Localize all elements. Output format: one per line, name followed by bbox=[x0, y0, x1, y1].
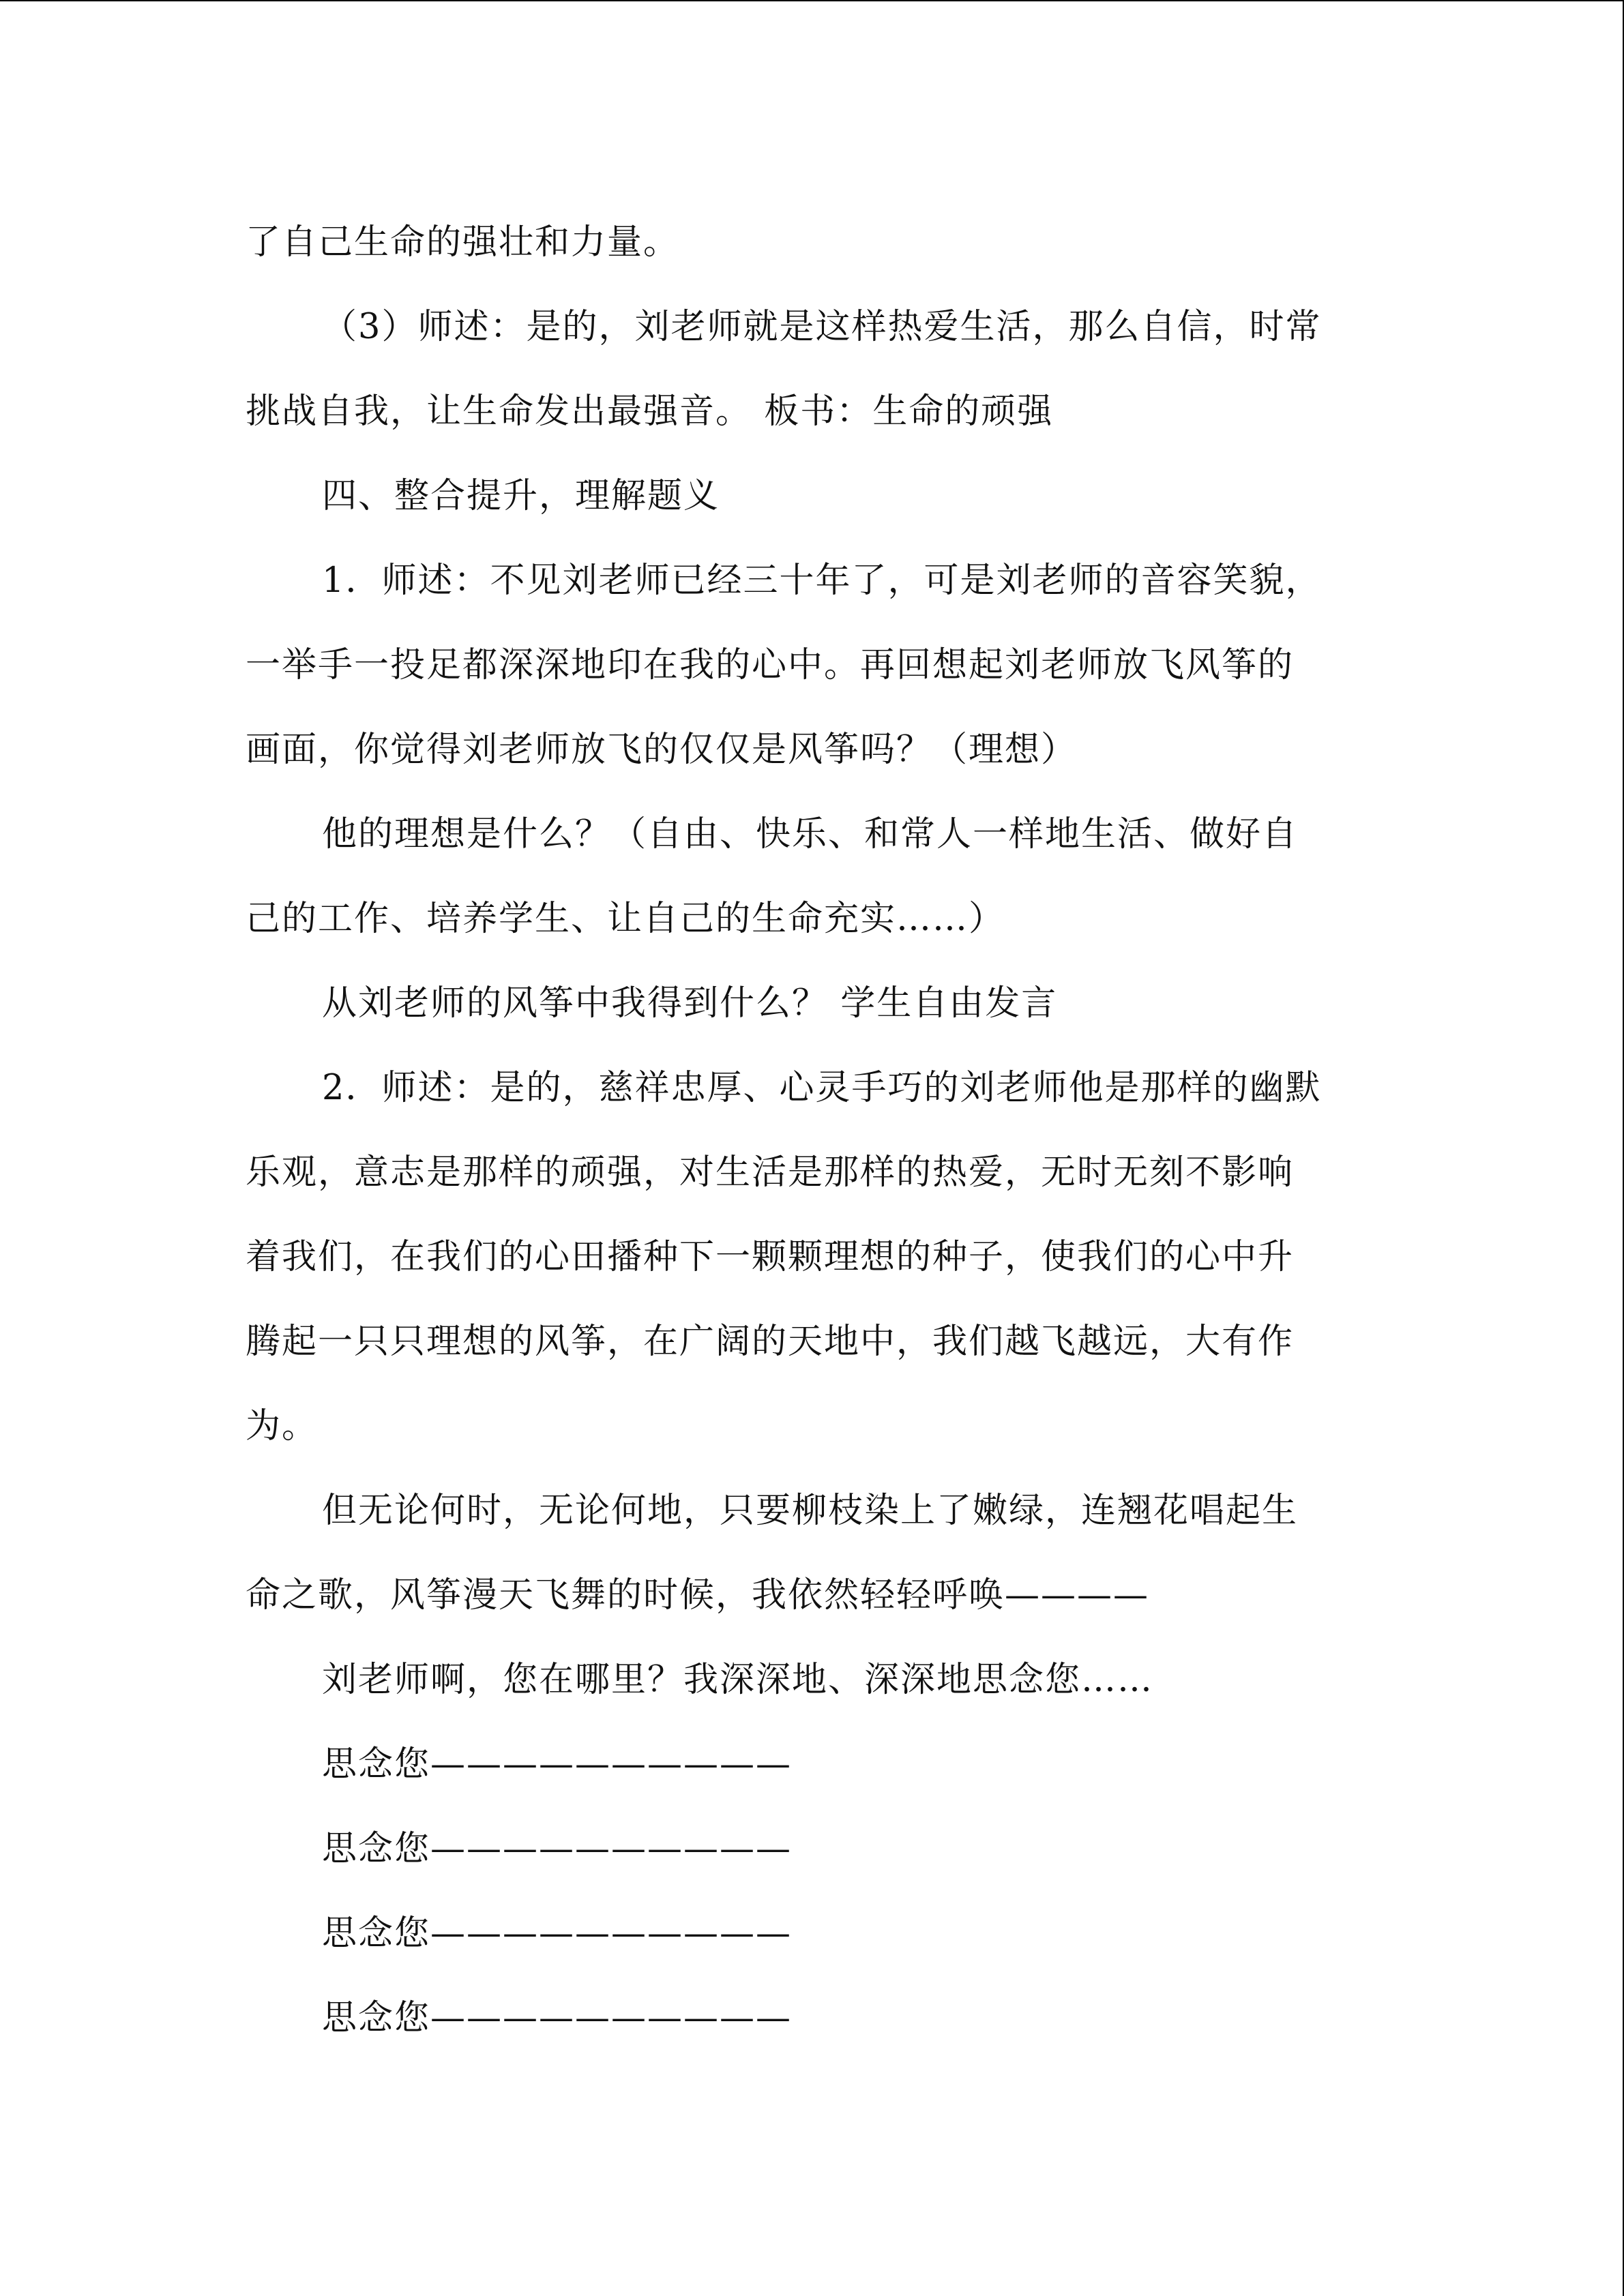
paragraph-line: 从刘老师的风筝中我得到什么？ 学生自由发言 bbox=[322, 983, 1058, 1024]
paragraph-line: 画面，你觉得刘老师放飞的仅仅是风筝吗？（理想） bbox=[246, 730, 1078, 770]
paragraph-line: 了自己生命的强壮和力量。 bbox=[246, 222, 680, 263]
paragraph-line: 他的理想是什么？（自由、快乐、和常人一样地生活、做好自 bbox=[322, 814, 1299, 854]
paragraph-line: （3）师述：是的，刘老师就是这样热爱生活，那么自信，时常 bbox=[322, 307, 1322, 347]
refrain-line: 思念您—————————— bbox=[322, 1744, 793, 1785]
paragraph-line: 为。 bbox=[246, 1406, 319, 1446]
paragraph-line: 命之歌，风筝漫天飞舞的时候，我依然轻轻呼唤———— bbox=[246, 1575, 1150, 1615]
document-body bbox=[246, 200, 1378, 2061]
refrain-line: 思念您—————————— bbox=[322, 1998, 793, 2038]
paragraph-line: 着我们，在我们的心田播种下一颗颗理想的种子，使我们的心中升 bbox=[246, 1237, 1295, 1277]
paragraph-line: 己的工作、培养学生、让自己的生命充实……） bbox=[246, 899, 1005, 939]
paragraph-line: 刘老师啊，您在哪里？我深深地、深深地思念您…… bbox=[322, 1660, 1154, 1700]
paragraph-line: 1．师述：不见刘老师已经三十年了，可是刘老师的音容笑貌， bbox=[322, 561, 1322, 601]
paragraph-line: 一举手一投足都深深地印在我的心中。再回想起刘老师放飞风筝的 bbox=[246, 645, 1295, 685]
section-heading: 四、整合提升，理解题义 bbox=[322, 476, 720, 516]
paragraph-line: 但无论何时，无论何地，只要柳枝染上了嫩绿，连翘花唱起生 bbox=[322, 1491, 1299, 1531]
refrain-line: 思念您—————————— bbox=[322, 1829, 793, 1869]
paragraph-line: 2．师述：是的，慈祥忠厚、心灵手巧的刘老师他是那样的幽默 bbox=[322, 1068, 1322, 1108]
paragraph-line: 挑战自我，让生命发出最强音。 板书：生命的顽强 bbox=[246, 391, 1054, 432]
paragraph-line: 腾起一只只理想的风筝，在广阔的天地中，我们越飞越远，大有作 bbox=[246, 1322, 1295, 1362]
refrain-line: 思念您—————————— bbox=[322, 1913, 793, 1954]
paragraph-line: 乐观，意志是那样的顽强，对生活是那样的热爱，无时无刻不影响 bbox=[246, 1152, 1295, 1193]
